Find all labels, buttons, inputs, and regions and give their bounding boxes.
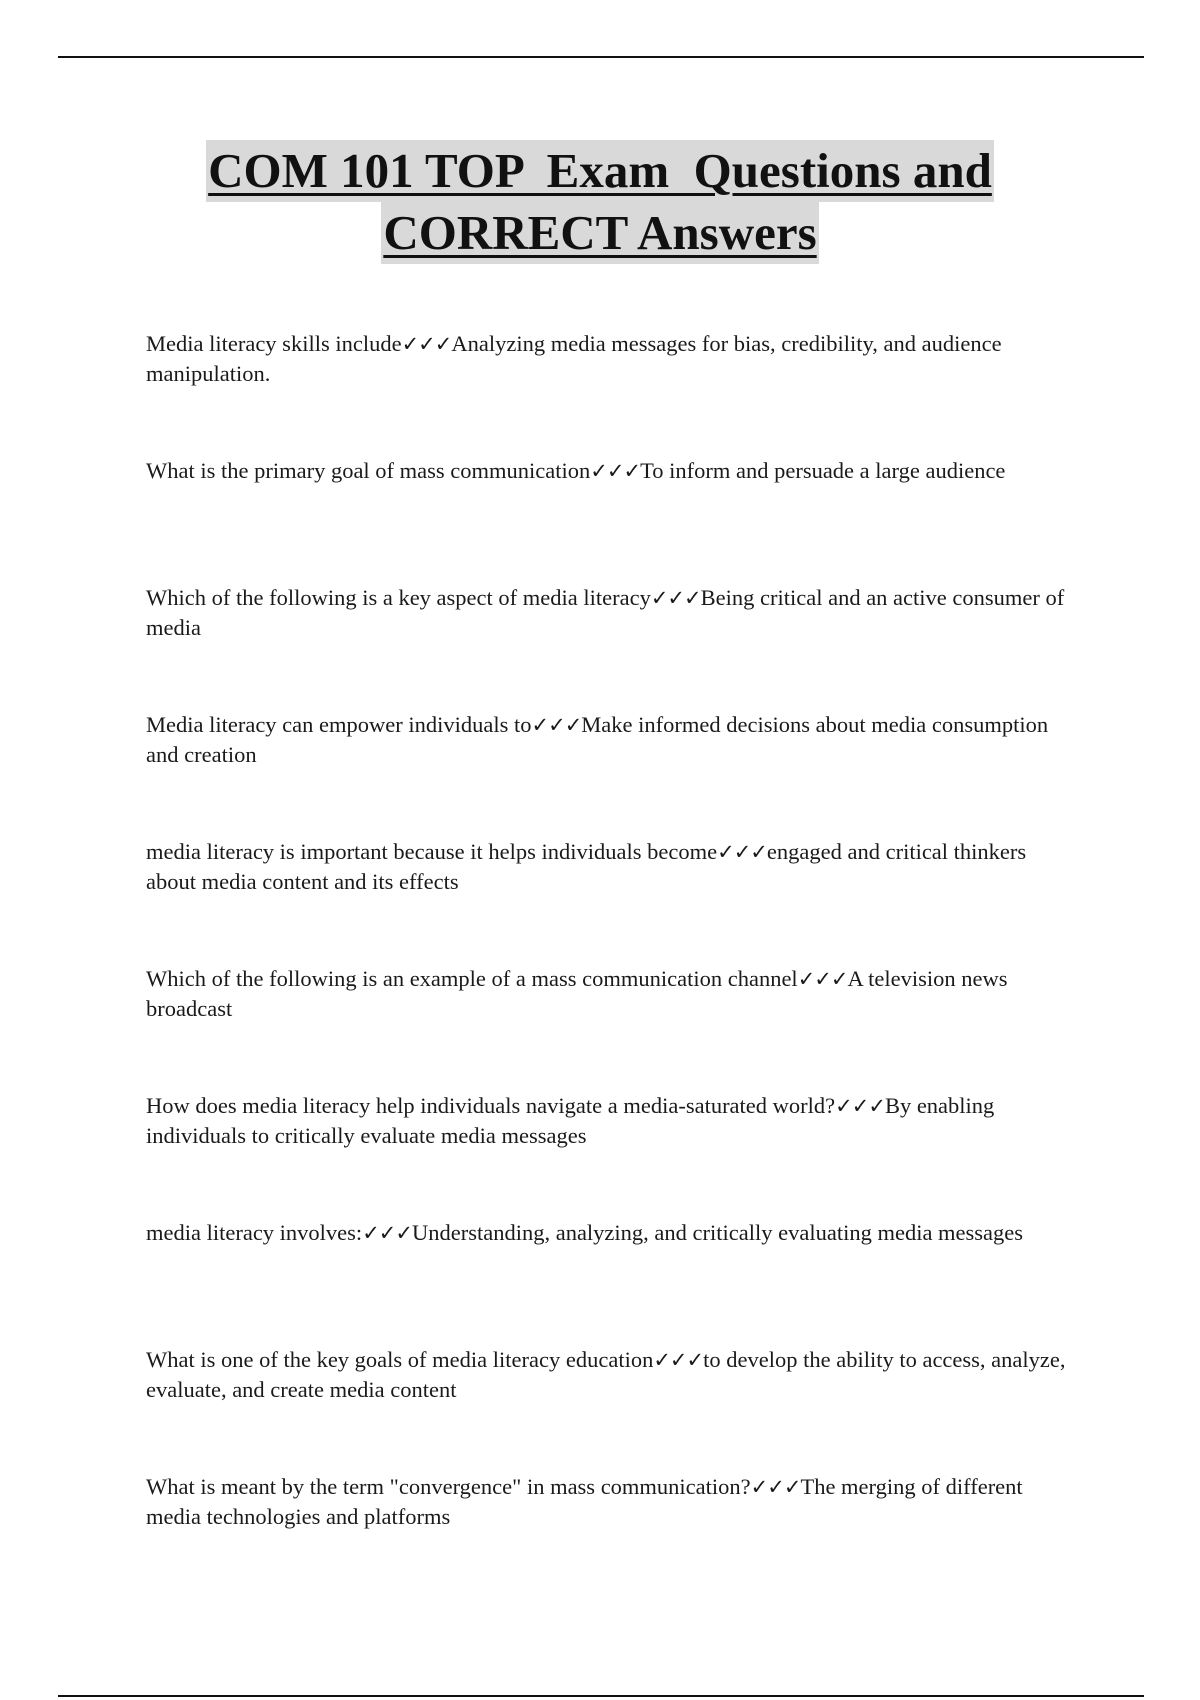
question-text: What is the primary goal of mass communication	[146, 458, 591, 483]
qa-item	[146, 1218, 1076, 1345]
question-text: How does media literacy help individuals navigate a media-saturated world?	[146, 1093, 836, 1118]
checkmarks-icon: ✓✓✓	[590, 459, 641, 483]
checkmarks-icon: ✓✓✓	[362, 1221, 412, 1245]
checkmarks-icon: ✓✓✓	[797, 967, 848, 991]
answer-text: engaged and critical thinkers about media content and its effects	[146, 839, 1027, 894]
question-text: Media literacy skills include	[146, 331, 402, 356]
answer-text: Being critical and an active consumer of media	[146, 585, 1065, 640]
top-rule	[58, 56, 1144, 58]
qa-item	[146, 1345, 1076, 1472]
qa-list	[146, 329, 1076, 1599]
qa-item	[146, 710, 1076, 837]
answer-text: By enabling individuals to critically evaluate media messages	[146, 1093, 995, 1148]
answer-text: to develop the ability to access, analyze, evaluate, and create media content	[146, 1347, 1066, 1402]
checkmarks-icon: ✓✓✓	[650, 586, 701, 610]
answer-text: The merging of different media technologies and platforms	[146, 1474, 1023, 1529]
question-text: What is one of the key goals of media literacy education	[146, 1347, 654, 1372]
qa-item	[146, 837, 1076, 964]
answer-text: Analyzing media messages for bias, credibility, and audience manipulation.	[146, 331, 1002, 386]
question-text: Which of the following is an example of a mass communication channel	[146, 966, 798, 991]
answer-text: Understanding, analyzing, and critically evaluating media messages	[411, 1220, 1024, 1245]
checkmarks-icon: ✓✓✓	[401, 332, 452, 356]
answer-text: Make informed decisions about media consumption and creation	[146, 712, 1049, 767]
qa-item	[146, 456, 1076, 583]
title-line-1: COM 101 TOP Exam Questions and	[206, 140, 994, 202]
checkmarks-icon: ✓✓✓	[531, 713, 582, 737]
qa-item	[146, 1091, 1076, 1218]
checkmarks-icon: ✓✓✓	[750, 1475, 801, 1499]
bottom-rule	[58, 1695, 1144, 1697]
title-line-2: CORRECT Answers	[381, 202, 818, 264]
checkmarks-icon: ✓✓✓	[653, 1348, 704, 1372]
checkmarks-icon: ✓✓✓	[835, 1094, 885, 1118]
question-text: media literacy is important because it helps individuals become	[146, 839, 718, 864]
checkmarks-icon: ✓✓✓	[717, 840, 767, 864]
question-text: Media literacy can empower individuals to	[146, 712, 532, 737]
qa-item	[146, 964, 1076, 1091]
qa-item	[146, 583, 1076, 710]
question-text: What is meant by the term "convergence" in mass communication?	[146, 1474, 751, 1499]
question-text: media literacy involves:	[146, 1220, 363, 1245]
question-text: Which of the following is a key aspect of media literacy	[146, 585, 651, 610]
qa-item	[146, 329, 1076, 456]
qa-item	[146, 1472, 1076, 1599]
page-title	[0, 140, 1200, 264]
answer-text: A television news broadcast	[146, 966, 1008, 1021]
answer-text: To inform and persuade a large audience	[640, 458, 1006, 483]
